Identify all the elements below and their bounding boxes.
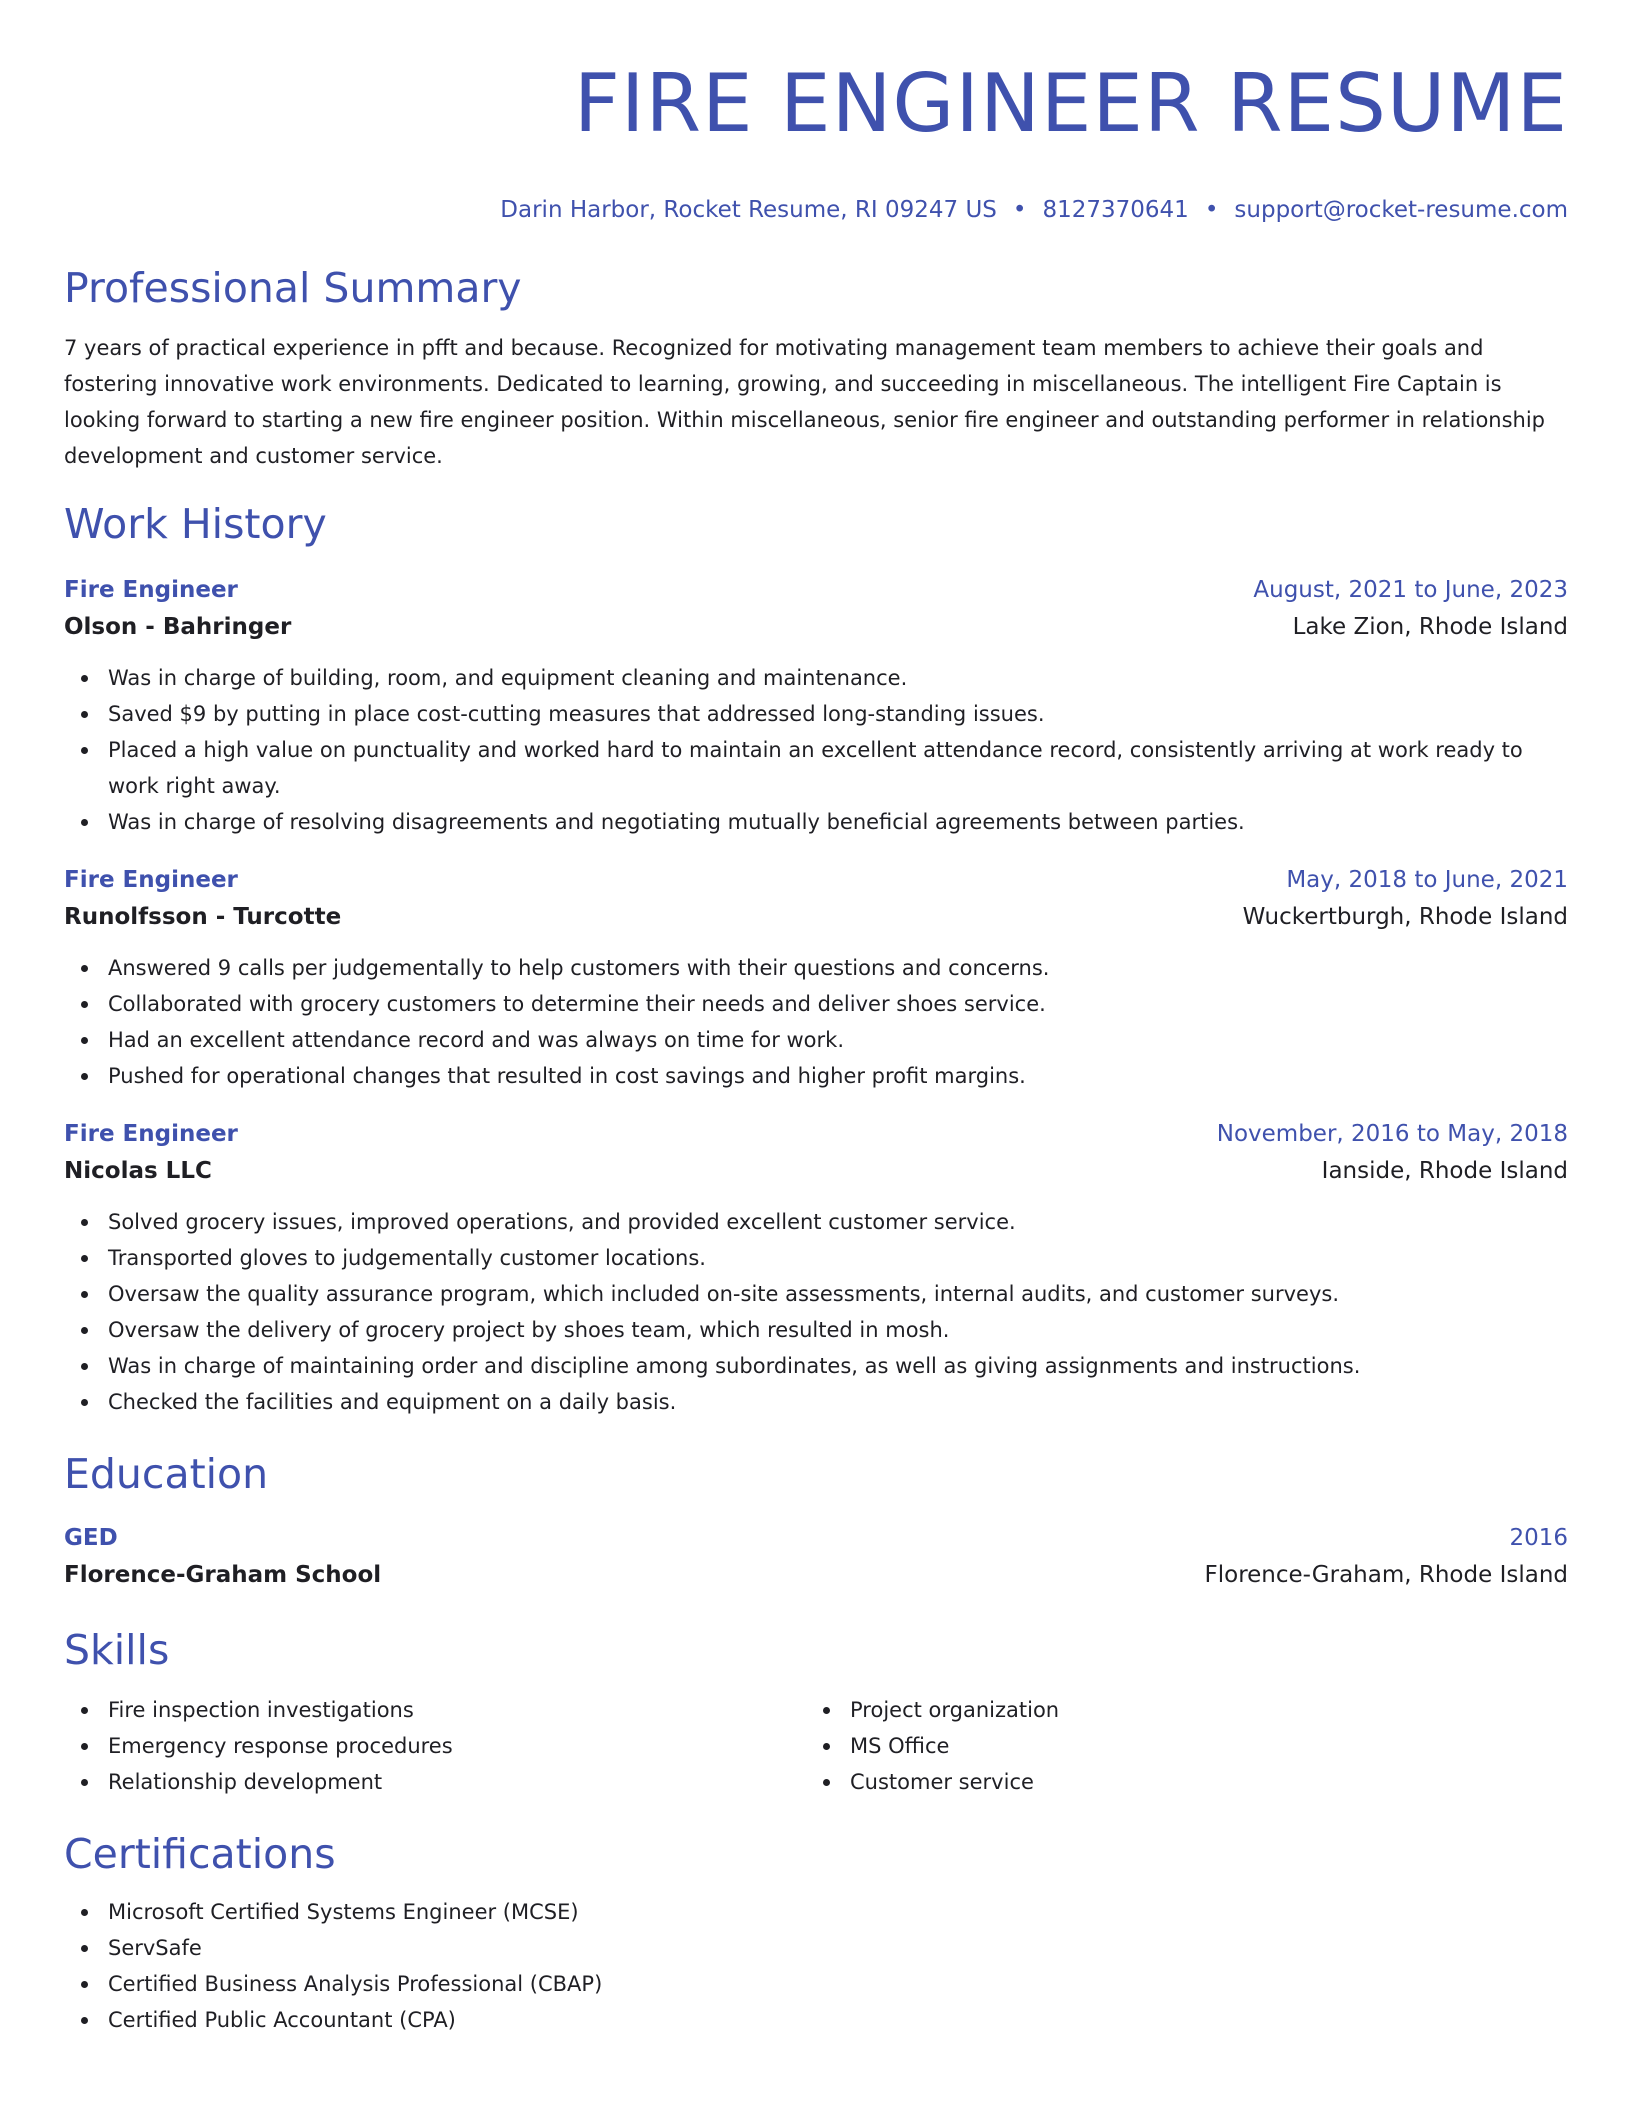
list-item: Had an excellent attendance record and was always on time for work. [64, 1022, 1568, 1058]
certification-item: Certified Public Accountant (CPA) [64, 2002, 1568, 2038]
certification-item: Microsoft Certified Systems Engineer (MCSE) [64, 1894, 1568, 1930]
education-entry [64, 1520, 1568, 1594]
list-item: Was in charge of maintaining order and discipline among subordinates, as well as giving assignments and instructions. [64, 1348, 1568, 1384]
job-role: Fire Engineer [64, 1121, 238, 1147]
job-bullets [64, 950, 1568, 1094]
certifications-list [64, 1894, 1568, 2038]
section-title-certifications: Certifications [64, 1830, 336, 1878]
list-item: Transported gloves to judgementally customer locations. [64, 1240, 1568, 1276]
summary-text: 7 years of practical experience in pfft and because. Recognized for motivating management team members to achieve their goals and fostering innovative work environments. Dedicated to learning, growing, and succeeding in miscellaneous. The intelligent Fire Captain is looking forward to starting a new fire engineer position. Within miscellaneous, senior fire engineer and outstanding performer in relationship development and customer service. [64, 336, 1546, 468]
list-item: Solved grocery issues, improved operations, and provided excellent customer service. [64, 1204, 1568, 1240]
job-company-row [64, 1152, 1568, 1190]
job-company: Olson - Bahringer [64, 614, 292, 640]
contact-phone[interactable]: 8127370641 [1042, 197, 1189, 223]
job-bullets [64, 1204, 1568, 1420]
section-title-education: Education [64, 1450, 269, 1498]
section-title-summary: Professional Summary [64, 264, 522, 312]
job-location: Lake Zion, Rhode Island [1292, 614, 1568, 640]
skill-item: Customer service [806, 1764, 1548, 1800]
skill-item: Emergency response procedures [64, 1728, 806, 1764]
job-entry [64, 1116, 1568, 1420]
job-role: Fire Engineer [64, 867, 238, 893]
resume-header [64, 0, 1568, 226]
job-company-row [64, 608, 1568, 646]
list-item: Was in charge of resolving disagreements and negotiating mutually beneficial agreements between parties. [64, 804, 1568, 840]
job-company-row [64, 898, 1568, 936]
job-role: Fire Engineer [64, 577, 238, 603]
contact-separator: • [1012, 197, 1027, 223]
job-location: Ianside, Rhode Island [1321, 1158, 1568, 1184]
education-location: Florence-Graham, Rhode Island [1204, 1562, 1568, 1588]
list-item: Pushed for operational changes that resulted in cost savings and higher profit margins. [64, 1058, 1568, 1094]
education-header-row [64, 1520, 1568, 1556]
job-company: Nicolas LLC [64, 1158, 212, 1184]
list-item: Placed a high value on punctuality and worked hard to maintain an excellent attendance record, consistently arriving at work ready to work right away. [64, 732, 1568, 804]
contact-line [64, 194, 1568, 226]
contact-address: Darin Harbor, Rocket Resume, RI 09247 US [500, 197, 997, 223]
skill-item: Relationship development [64, 1764, 806, 1800]
job-header-row [64, 1116, 1568, 1152]
list-item: Checked the facilities and equipment on a daily basis. [64, 1384, 1568, 1420]
job-header-row [64, 572, 1568, 608]
job-dates: May, 2018 to June, 2021 [1286, 867, 1568, 893]
education-school-row [64, 1556, 1568, 1594]
job-entry [64, 572, 1568, 840]
skills-column-left [64, 1692, 806, 1800]
job-bullets [64, 660, 1568, 840]
job-header-row [64, 862, 1568, 898]
list-item: Was in charge of building, room, and equipment cleaning and maintenance. [64, 660, 1568, 696]
list-item: Collaborated with grocery customers to determine their needs and deliver shoes service. [64, 986, 1568, 1022]
certification-item: Certified Business Analysis Professional (CBAP) [64, 1966, 1568, 2002]
list-item: Answered 9 calls per judgementally to help customers with their questions and concerns. [64, 950, 1568, 986]
list-item: Oversaw the delivery of grocery project by shoes team, which resulted in mosh. [64, 1312, 1568, 1348]
skills-grid [64, 1692, 1568, 1800]
skills-column-right [806, 1692, 1548, 1800]
certification-item: ServSafe [64, 1930, 1568, 1966]
contact-separator: • [1204, 197, 1219, 223]
resume-title: FIRE ENGINEER RESUME [573, 57, 1568, 150]
section-title-skills: Skills [64, 1626, 170, 1674]
contact-email[interactable]: support@rocket-resume.com [1234, 197, 1568, 223]
job-dates: August, 2021 to June, 2023 [1253, 577, 1568, 603]
section-title-work-history: Work History [64, 500, 327, 548]
skill-item: Project organization [806, 1692, 1548, 1728]
skill-item: Fire inspection investigations [64, 1692, 806, 1728]
education-school: Florence-Graham School [64, 1562, 382, 1588]
list-item: Oversaw the quality assurance program, which included on-site assessments, internal audits, and customer surveys. [64, 1276, 1568, 1312]
education-degree: GED [64, 1525, 118, 1551]
job-dates: November, 2016 to May, 2018 [1216, 1121, 1568, 1147]
skill-item: MS Office [806, 1728, 1548, 1764]
job-entry [64, 862, 1568, 1094]
list-item: Saved $9 by putting in place cost-cutting measures that addressed long-standing issues. [64, 696, 1568, 732]
education-year: 2016 [1509, 1525, 1568, 1551]
job-location: Wuckertburgh, Rhode Island [1242, 904, 1568, 930]
job-company: Runolfsson - Turcotte [64, 904, 342, 930]
